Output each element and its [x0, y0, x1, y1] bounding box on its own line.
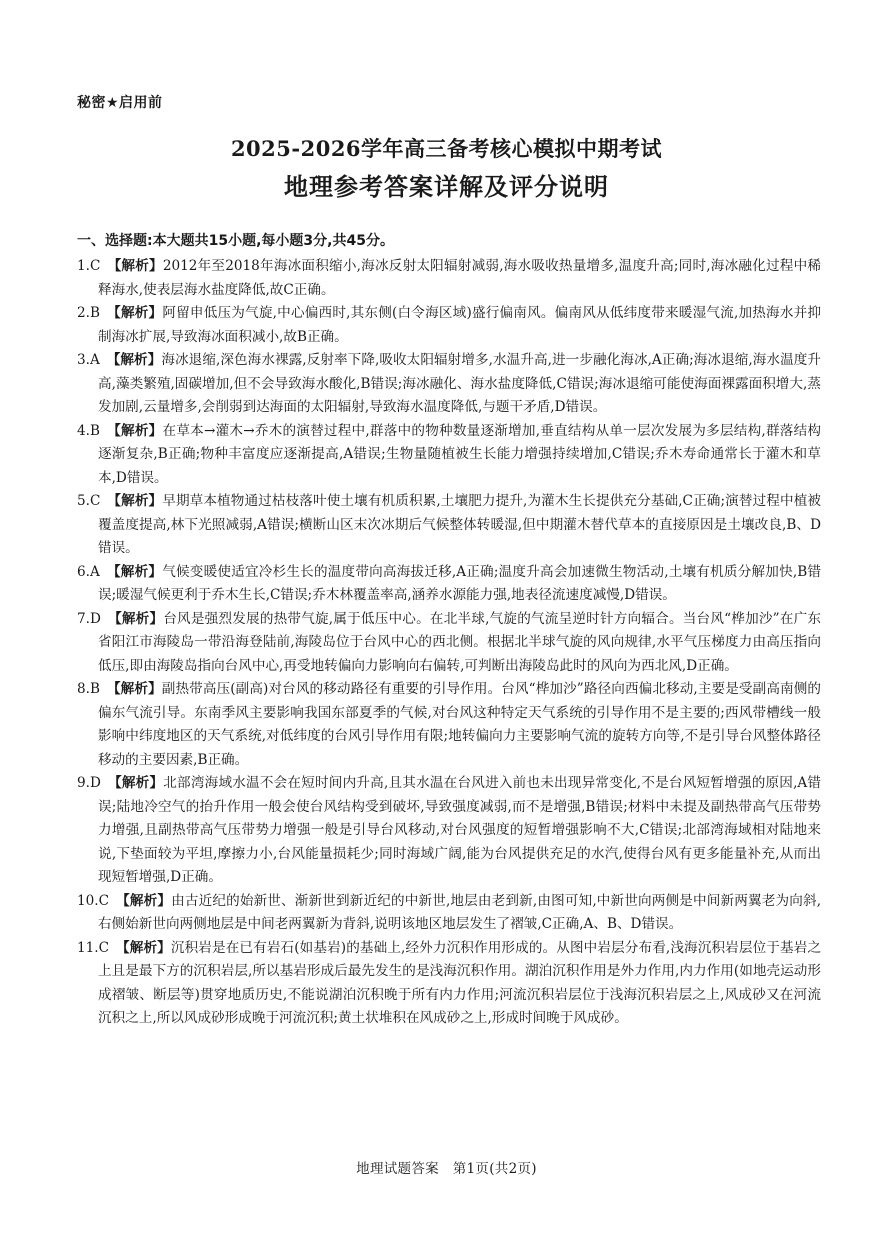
- analysis-text: 在草本→灌木→乔木的演替过程中,群落中的物种数量逐渐增加,垂直结构从单一层次发展为多层结构,群落结构逐渐复杂,B正确;物种丰富度应逐渐提高,A错误;生物量随植被生长能力增强持续增加,C错误;乔木寿命通常长于灌木和草本,D错误。: [98, 422, 821, 486]
- analysis-text: 沉积岩是在已有岩石(如基岩)的基础上,经外力沉积作用形成的。从图中岩层分布看,浅海沉积岩层位于基岩之上且是最下方的沉积岩层,所以基岩形成后最先发生的是浅海沉积作用。湖泊沉积作用是外力作用,内力作用(如地壳运动形成褶皱、断层等)贯穿地质历史,不能说湖泊沉积晚于所有内力作用;河流沉积岩层位于浅海沉积岩层之上,风成砂又在河流沉积之上,所以风成砂形成晚于河流沉积;黄土状堆积在风成砂之上,形成时间晚于风成砂。: [98, 939, 822, 1026]
- analysis-text: 2012年至2018年海冰面积缩小,海冰反射太阳辐射减弱,海水吸收热量增多,温度升高;同时,海冰融化过程中稀释海水,使表层海水盐度降低,故C正确。: [98, 258, 822, 298]
- secret-label: 秘密★启用前: [77, 95, 163, 111]
- answer-item: [77, 420, 821, 491]
- answer-number: 8.B: [77, 681, 100, 697]
- question-list: [77, 255, 821, 1031]
- analysis-tag: 【解析】: [114, 610, 164, 627]
- analysis-text: 海冰退缩,深色海水裸露,反射率下降,吸收太阳辐射增多,水温升高,进一步融化海冰,A正确;海冰退缩,海水温度升高,藻类繁殖,固碳增加,但不会导致海水酸化,B错误;海冰融化、海水盐度降低,C错误;海冰退缩可能使海面裸露面积增大,蒸发加剧,云量增多,会削弱到达海面的太阳辐射,导致海水温度降低,与题干矛盾,D错误。: [98, 352, 821, 415]
- analysis-text: 北部湾海域水温不会在短时间内升高,且其水温在台风进入前也未出现异常变化,不是台风短暂增强的原因,A错误;陆地冷空气的抬升作用一般会使台风结构受到破坏,导致强度减弱,而不是增强,B错误;材料中未提及副热带高气压带势力增强,且副热带高气压带势力增强一般是引导台风移动,对台风强度的短暂增强影响不大,C错误;北部湾海域相对陆地来说,下垫面较为平坦,摩擦力小,台风能量损耗少;同时海域广阔,能为台风提供充足的水汽,使得台风有更多能量补充,从而出现短暂增强,D正确。: [98, 775, 822, 885]
- analysis-text: 副热带高压(副高)对台风的移动路径有重要的引导作用。台风“桦加沙”路径向西偏北移动,主要是受副高南侧的偏东气流引导。东南季风主要影响我国东部夏季的气候,对台风这种特定天气系统的引导作用不是主要的;西风带槽线一般影响中纬度地区的天气系统,对低纬度的台风引导作用有限;地转偏向力主要影响气流的旋转方向等,不是引导台风整体路径移动的主要因素,B正确。: [98, 681, 822, 768]
- answer-number: 3.A: [77, 352, 100, 368]
- answer-item: [77, 937, 821, 1031]
- answer-item: [77, 608, 821, 679]
- analysis-text: 早期草本植物通过枯枝落叶使土壤有机质积累,土壤肥力提升,为灌木生长提供充分基础,C正确;演替过程中植被覆盖度提高,林下光照减弱,A错误;横断山区末次冰期后气候整体转暖湿,但中期灌木替代草本的直接原因是土壤改良,B、D错误。: [98, 493, 822, 556]
- analysis-tag: 【解析】: [113, 563, 163, 580]
- answer-number: 10.C: [77, 892, 110, 909]
- analysis-tag: 【解析】: [114, 775, 164, 791]
- answer-item: [77, 349, 821, 420]
- answer-number: 11.C: [77, 939, 110, 956]
- answer-number: 7.D: [77, 610, 101, 627]
- answer-item: [77, 890, 821, 937]
- answer-item: [77, 255, 821, 302]
- analysis-text: 台风是强烈发展的热带气旋,属于低压中心。在北半球,气旋的气流呈逆时针方向辐合。当台风“桦加沙”在广东省阳江市海陵岛一带沿海登陆前,海陵岛位于台风中心的西北侧。根据北半球气旋的风向规律,水平气压梯度力由高压指向低压,即由海陵岛指向台风中心,再受地转偏向力影响向右偏转,可判断出海陵岛此时的风向为西北风,D正确。: [98, 610, 821, 674]
- answer-number: 1.C: [77, 258, 101, 274]
- analysis-tag: 【解析】: [113, 305, 163, 321]
- page-footer: 地理试题答案 第1页(共2页): [356, 1161, 537, 1177]
- answer-item: [77, 302, 821, 349]
- answer-content: [77, 232, 821, 1031]
- answer-item: [77, 772, 821, 890]
- analysis-text: 阿留申低压为气旋,中心偏西时,其东侧(白令海区域)盛行偏南风。偏南风从低纬度带来暖湿气流,加热海水并抑制海冰扩展,导致海冰面积减小,故B正确。: [98, 305, 822, 345]
- answer-number: 5.C: [77, 493, 101, 509]
- analysis-tag: 【解析】: [113, 681, 162, 697]
- answer-number: 4.B: [77, 422, 100, 439]
- analysis-tag: 【解析】: [114, 493, 163, 509]
- answer-item: [77, 678, 821, 772]
- analysis-tag: 【解析】: [114, 258, 163, 274]
- section-heading: 一、选择题:本大题共15小题,每小题3分,共45分。: [77, 233, 394, 249]
- analysis-text: 气候变暖使适宜冷杉生长的温度带向高海拔迁移,A正确;温度升高会加速微生物活动,土壤有机质分解加快,B错误;暖湿气候更利于乔木生长,C错误;乔木林覆盖率高,涵养水源能力强,地表径流速度减慢,D错误。: [98, 563, 821, 603]
- analysis-tag: 【解析】: [114, 422, 163, 439]
- answer-number: 6.A: [77, 563, 100, 580]
- analysis-tag: 【解析】: [122, 939, 171, 956]
- analysis-tag: 【解析】: [113, 352, 162, 368]
- analysis-tag: 【解析】: [122, 892, 172, 909]
- answer-number: 9.D: [77, 775, 101, 791]
- answer-item: [77, 561, 821, 608]
- exam-title: 2025-2026学年高三备考核心模拟中期考试: [230, 136, 663, 161]
- answer-number: 2.B: [77, 305, 100, 321]
- answer-subtitle: 地理参考答案详解及评分说明: [284, 173, 609, 201]
- analysis-text: 由古近纪的始新世、渐新世到新近纪的中新世,地层由老到新,由图可知,中新世向两侧是中间新两翼老为向斜,右侧始新世向两侧地层是中间老两翼新为背斜,说明该地区地层发生了褶皱,C正确,A、B、D错误。: [98, 892, 822, 932]
- answer-item: [77, 490, 821, 561]
